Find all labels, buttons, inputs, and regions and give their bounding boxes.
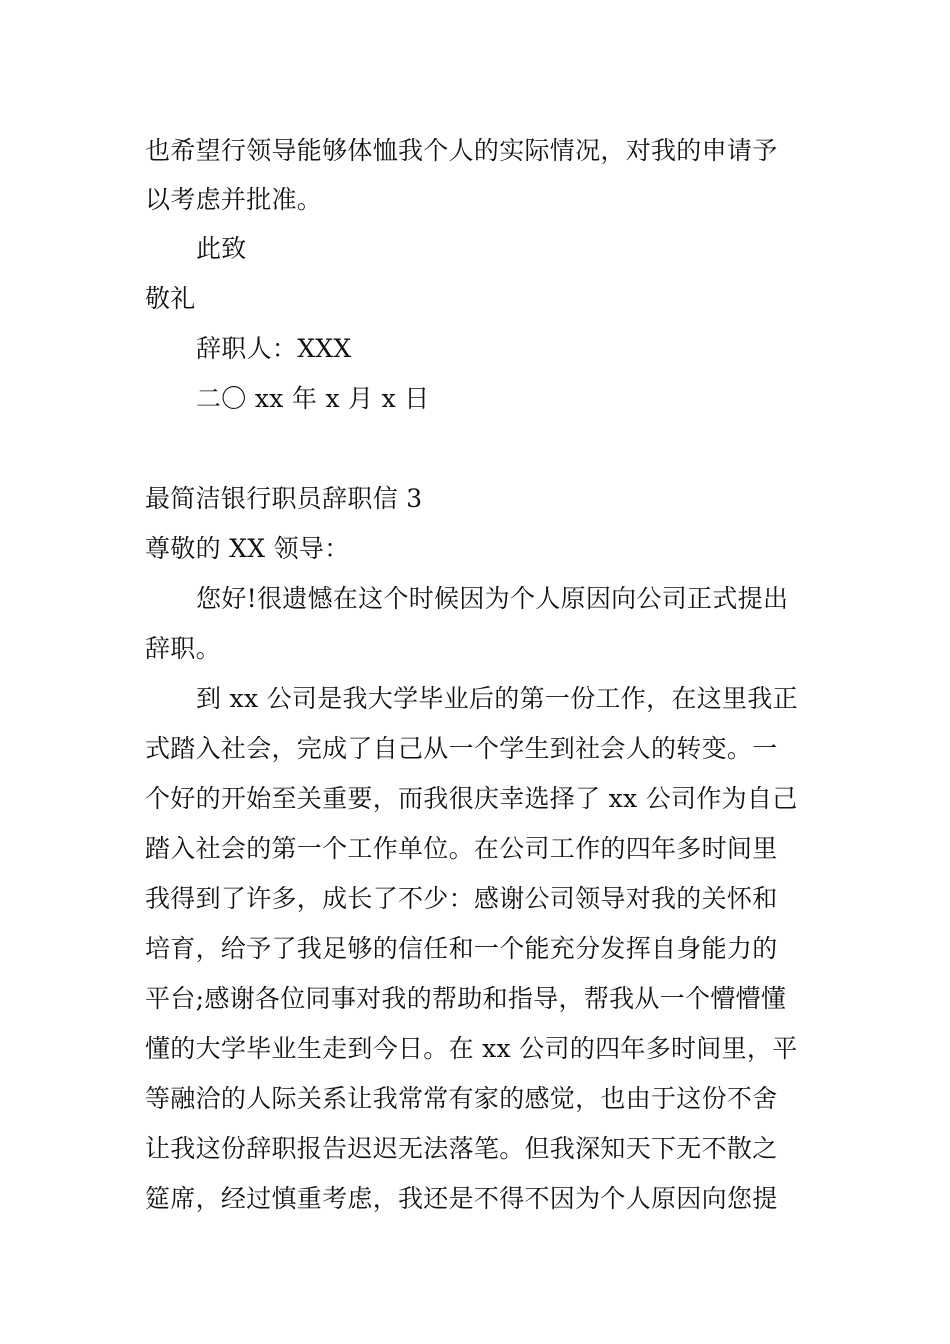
paragraph-line: 到 xx 公司是我大学毕业后的第一份工作，在这里我正 bbox=[196, 684, 798, 713]
paragraph-line: 辞职。 bbox=[145, 634, 221, 663]
paragraph-line: 筵席，经过慎重考虑，我还是不得不因为个人原因向您提 bbox=[145, 1184, 778, 1213]
letter-greeting: 尊敬的 XX 领导： bbox=[145, 534, 350, 563]
paragraph-line: 我得到了许多，成长了不少：感谢公司领导对我的关怀和 bbox=[145, 884, 778, 913]
paragraph-line: 让我这份辞职报告迟迟无法落笔。但我深知天下无不散之 bbox=[145, 1134, 778, 1163]
body-text-line: 也希望行领导能够体恤我个人的实际情况，对我的申请予 bbox=[145, 136, 778, 165]
closing-salutation: 此致 bbox=[196, 234, 247, 263]
paragraph-line: 平台;感谢各位同事对我的帮助和指导，帮我从一个懵懵懂 bbox=[145, 984, 787, 1013]
paragraph-line: 踏入社会的第一个工作单位。在公司工作的四年多时间里 bbox=[145, 834, 778, 863]
signer-line: 辞职人：XXX bbox=[196, 334, 352, 363]
paragraph-line: 式踏入社会，完成了自己从一个学生到社会人的转变。一 bbox=[145, 734, 778, 763]
paragraph-line: 懂的大学毕业生走到今日。在 xx 公司的四年多时间里，平 bbox=[145, 1034, 798, 1063]
letter-title: 最简洁银行职员辞职信 3 bbox=[145, 484, 423, 513]
paragraph-line: 您好!很遗憾在这个时候因为个人原因向公司正式提出 bbox=[196, 584, 789, 613]
date-line: 二〇 xx 年 x 月 x 日 bbox=[196, 384, 430, 413]
paragraph-line: 个好的开始至关重要，而我很庆幸选择了 xx 公司作为自己 bbox=[145, 784, 798, 813]
closing-respect: 敬礼 bbox=[145, 284, 196, 313]
paragraph-line: 等融洽的人际关系让我常常有家的感觉，也由于这份不舍 bbox=[145, 1084, 778, 1113]
body-text-line: 以考虑并批准。 bbox=[145, 185, 323, 214]
paragraph-line: 培育，给予了我足够的信任和一个能充分发挥自身能力的 bbox=[145, 934, 778, 963]
